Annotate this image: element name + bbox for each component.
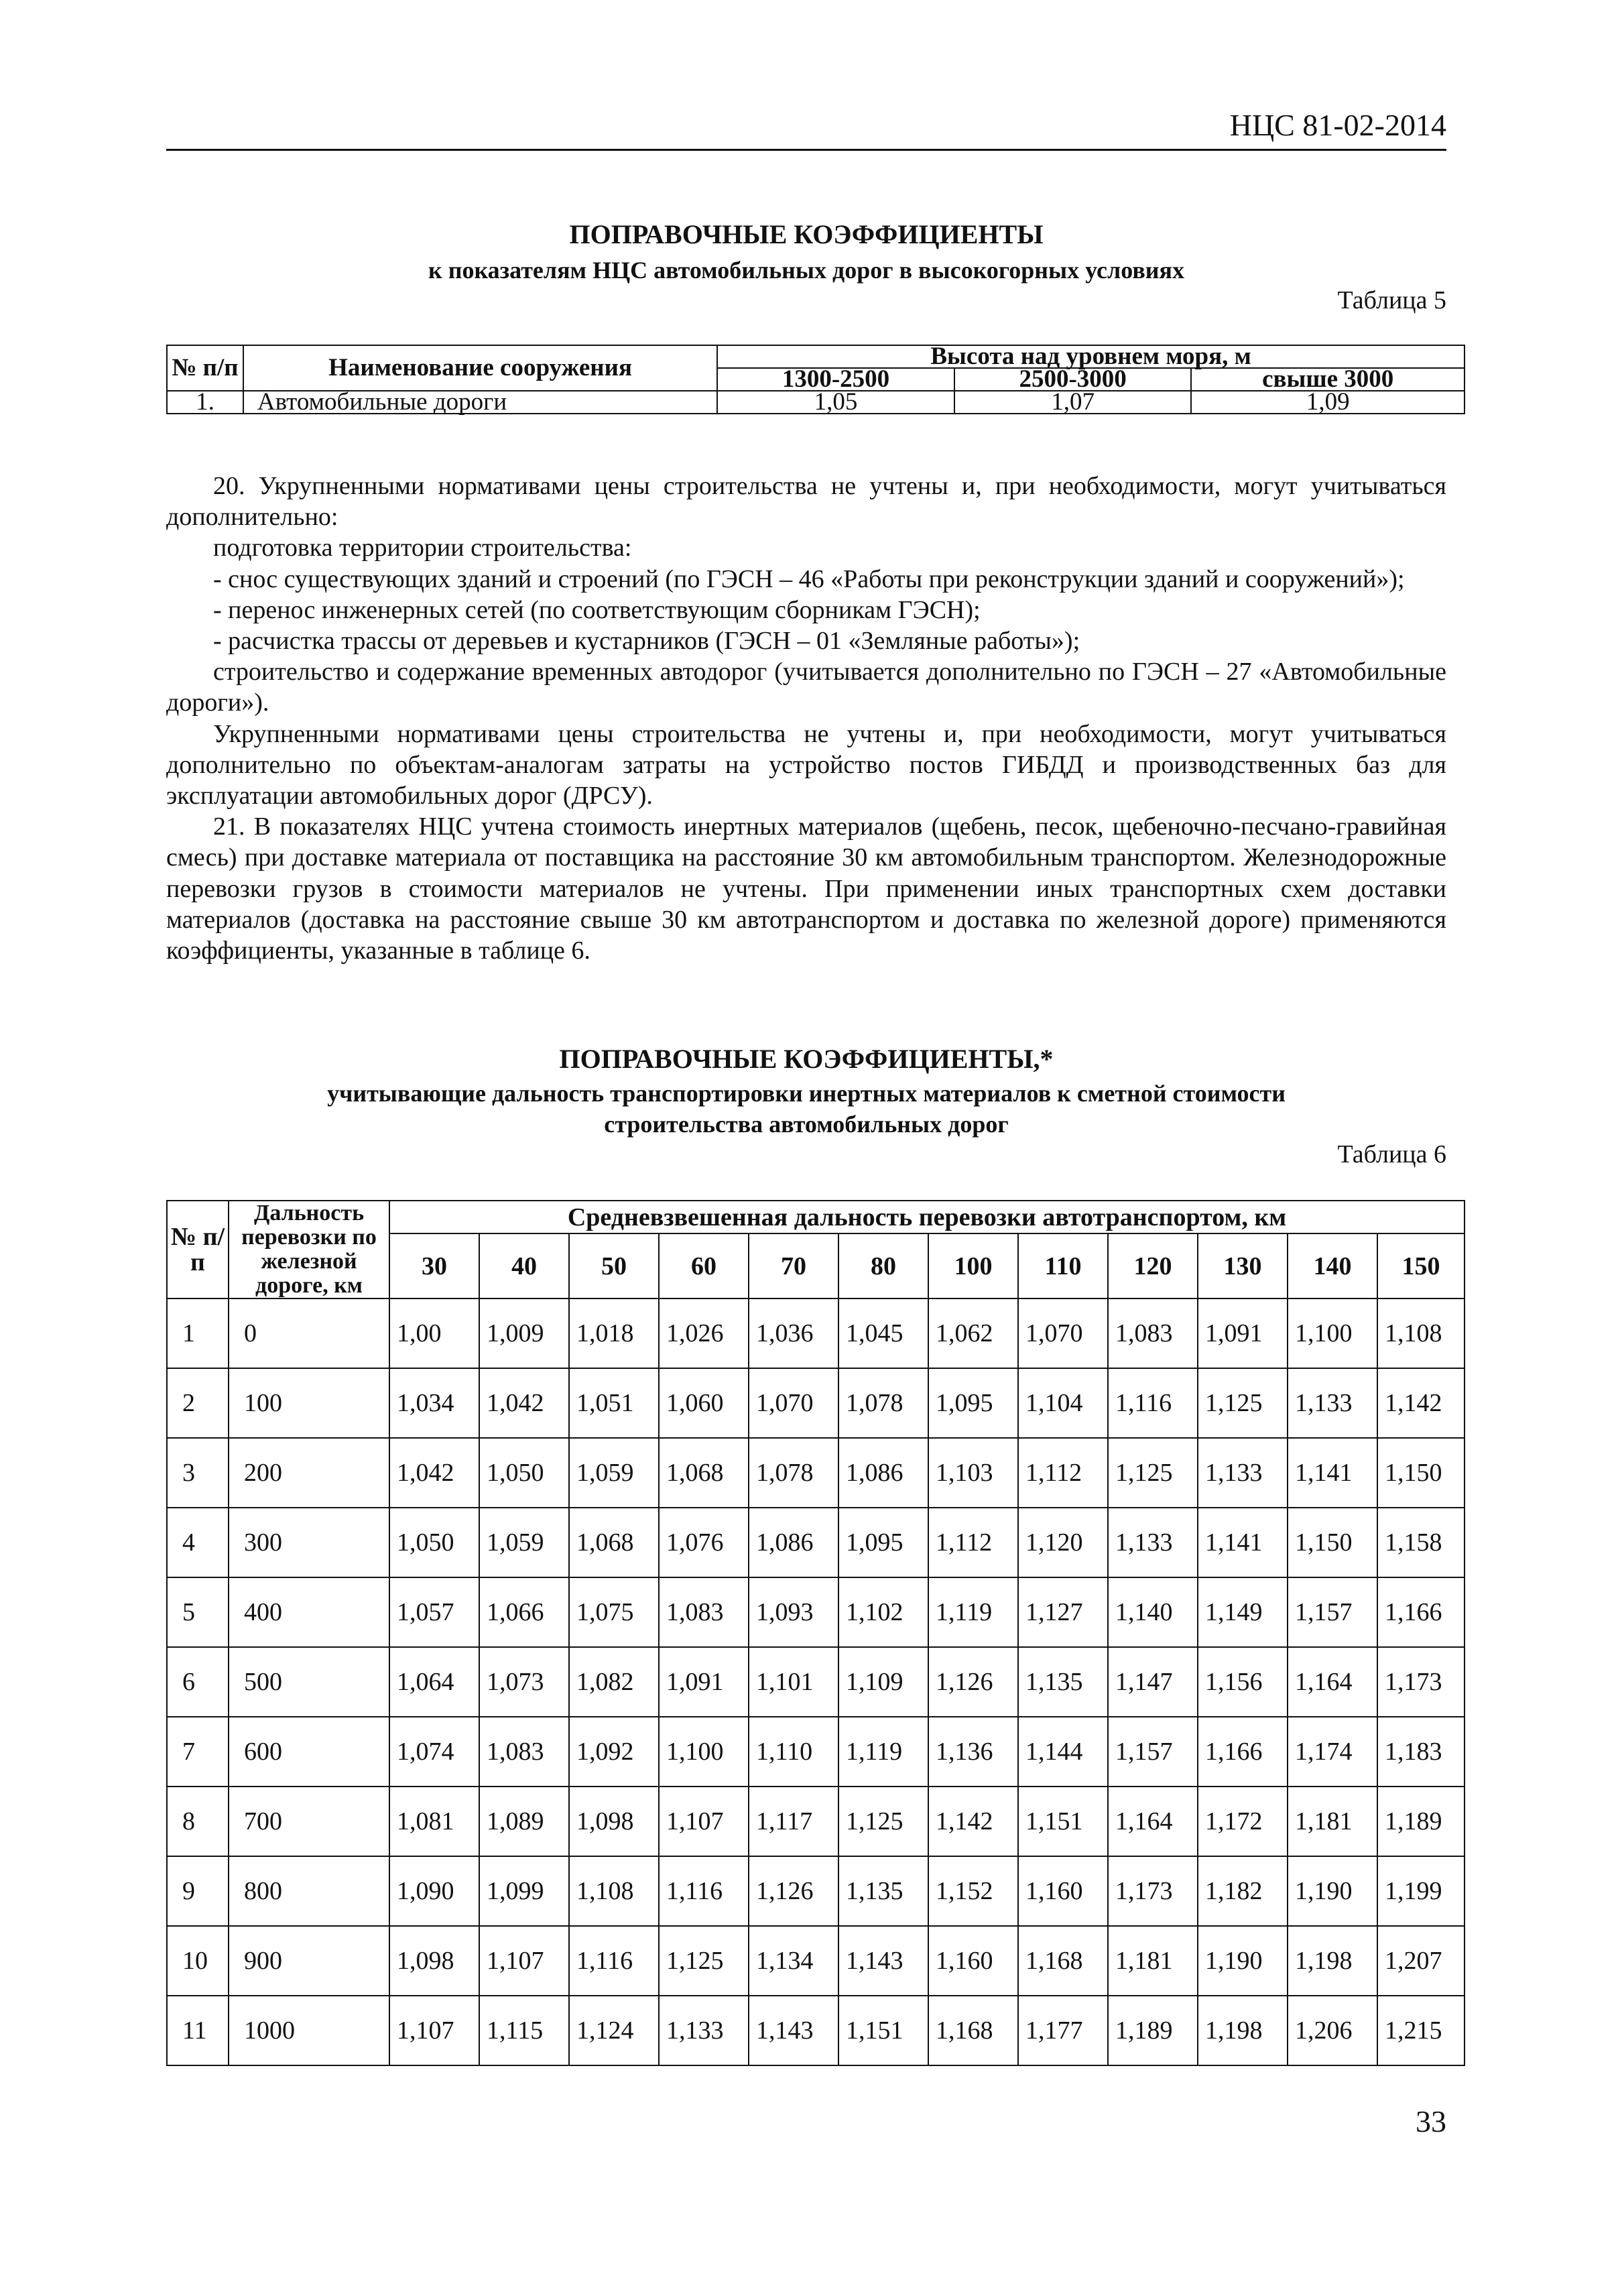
t6-cell-value: 1,173 bbox=[1108, 1856, 1198, 1926]
t5-cell-value: 1,05 bbox=[717, 391, 954, 414]
t6-cell-rail: 600 bbox=[229, 1717, 389, 1787]
t6-row bbox=[167, 1647, 1464, 1717]
t6-cell-value: 1,100 bbox=[659, 1717, 749, 1787]
t6-col-header: 100 bbox=[928, 1233, 1018, 1298]
t6-cell-value: 1,190 bbox=[1198, 1926, 1288, 1996]
t6-cell-value: 1,066 bbox=[479, 1577, 569, 1647]
t6-cell-value: 1,158 bbox=[1377, 1508, 1464, 1577]
t6-col-header: 110 bbox=[1018, 1233, 1108, 1298]
t6-cell-value: 1,206 bbox=[1288, 1996, 1377, 2065]
t6-cell-num: 8 bbox=[167, 1787, 229, 1856]
t6-cell-value: 1,173 bbox=[1377, 1647, 1464, 1717]
t6-cell-value: 1,059 bbox=[479, 1508, 569, 1577]
t6-cell-value: 1,051 bbox=[569, 1368, 659, 1438]
t6-cell-value: 1,101 bbox=[749, 1647, 838, 1717]
t6-cell-value: 1,083 bbox=[659, 1577, 749, 1647]
t6-cell-value: 1,045 bbox=[838, 1298, 928, 1368]
t6-cell-value: 1,073 bbox=[479, 1647, 569, 1717]
paragraph-20: 20. Укрупненными нормативами цены строительства не учтены и, при необходимости, могут учитываться дополнительно: bbox=[166, 472, 1446, 532]
t6-cell-value: 1,00 bbox=[389, 1298, 479, 1368]
t6-cell-value: 1,125 bbox=[659, 1926, 749, 1996]
t5-cell-value: 1,09 bbox=[1191, 391, 1464, 414]
t5-col-header: свыше 3000 bbox=[1191, 368, 1464, 391]
t6-cell-value: 1,198 bbox=[1198, 1996, 1288, 2065]
t6-cell-value: 1,157 bbox=[1288, 1577, 1377, 1647]
t6-cell-value: 1,042 bbox=[389, 1438, 479, 1508]
t6-cell-value: 1,133 bbox=[1198, 1438, 1288, 1508]
t6-cell-value: 1,050 bbox=[479, 1438, 569, 1508]
t6-col-header: 60 bbox=[659, 1233, 749, 1298]
t6-cell-value: 1,120 bbox=[1018, 1508, 1108, 1577]
t6-cell-value: 1,095 bbox=[838, 1508, 928, 1577]
t6-cell-value: 1,070 bbox=[1018, 1298, 1108, 1368]
table5-label: Таблица 5 bbox=[1337, 286, 1446, 314]
t6-cell-num: 6 bbox=[167, 1647, 229, 1717]
t6-row bbox=[167, 1926, 1464, 1996]
t6-cell-value: 1,018 bbox=[569, 1298, 659, 1368]
t6-cell-value: 1,164 bbox=[1108, 1787, 1198, 1856]
t6-cell-value: 1,108 bbox=[569, 1856, 659, 1926]
t6-cell-value: 1,143 bbox=[838, 1926, 928, 1996]
t6-cell-num: 7 bbox=[167, 1717, 229, 1787]
t6-cell-value: 1,078 bbox=[749, 1438, 838, 1508]
t6-cell-value: 1,091 bbox=[1198, 1298, 1288, 1368]
t6-cell-value: 1,107 bbox=[659, 1787, 749, 1856]
t6-cell-value: 1,050 bbox=[389, 1508, 479, 1577]
t6-cell-value: 1,142 bbox=[928, 1787, 1018, 1856]
t6-cell-value: 1,182 bbox=[1198, 1856, 1288, 1926]
t6-cell-value: 1,110 bbox=[749, 1717, 838, 1787]
t6-cell-rail: 500 bbox=[229, 1647, 389, 1717]
t6-cell-value: 1,093 bbox=[749, 1577, 838, 1647]
t6-cell-value: 1,083 bbox=[1108, 1298, 1198, 1368]
t6-cell-value: 1,099 bbox=[479, 1856, 569, 1926]
t6-cell-num: 2 bbox=[167, 1368, 229, 1438]
t6-cell-value: 1,136 bbox=[928, 1717, 1018, 1787]
t6-cell-value: 1,133 bbox=[1108, 1508, 1198, 1577]
t5-header-num: № п/п bbox=[167, 345, 243, 391]
t6-col-header: 50 bbox=[569, 1233, 659, 1298]
t6-cell-value: 1,119 bbox=[838, 1717, 928, 1787]
t6-cell-rail: 700 bbox=[229, 1787, 389, 1856]
t6-cell-num: 9 bbox=[167, 1856, 229, 1926]
t6-cell-value: 1,215 bbox=[1377, 1996, 1464, 2065]
list-item-2: - перенос инженерных сетей (по соответствующим сборникам ГЭСН); bbox=[213, 595, 981, 624]
t6-cell-value: 1,166 bbox=[1377, 1577, 1464, 1647]
t6-col-header: 130 bbox=[1198, 1233, 1288, 1298]
t6-cell-value: 1,168 bbox=[928, 1996, 1018, 2065]
paragraph-prep: подготовка территории строительства: bbox=[213, 534, 632, 562]
t6-row bbox=[167, 1996, 1464, 2065]
section2-title: ПОПРАВОЧНЫЕ КОЭФФИЦИЕНТЫ,* bbox=[559, 1044, 1054, 1074]
t6-cell-value: 1,068 bbox=[569, 1508, 659, 1577]
t6-cell-value: 1,190 bbox=[1288, 1856, 1377, 1926]
t6-header-rail: Дальность перевозки по железной дороге, км bbox=[229, 1201, 389, 1298]
t6-cell-rail: 1000 bbox=[229, 1996, 389, 2065]
t6-cell-value: 1,089 bbox=[479, 1787, 569, 1856]
t6-cell-rail: 200 bbox=[229, 1438, 389, 1508]
table-5 bbox=[166, 345, 1465, 414]
t6-cell-value: 1,100 bbox=[1288, 1298, 1377, 1368]
t6-cell-num: 3 bbox=[167, 1438, 229, 1508]
t6-cell-value: 1,034 bbox=[389, 1368, 479, 1438]
document-code: НЦС 81-02-2014 bbox=[1229, 108, 1446, 142]
t6-cell-value: 1,062 bbox=[928, 1298, 1018, 1368]
t6-cell-value: 1,068 bbox=[659, 1438, 749, 1508]
t6-cell-value: 1,092 bbox=[569, 1717, 659, 1787]
t6-cell-value: 1,125 bbox=[838, 1787, 928, 1856]
t6-cell-value: 1,083 bbox=[479, 1717, 569, 1787]
t6-cell-value: 1,095 bbox=[928, 1368, 1018, 1438]
t6-col-header: 30 bbox=[389, 1233, 479, 1298]
section1-subtitle: к показателям НЦС автомобильных дорог в высокогорных условиях bbox=[428, 257, 1184, 284]
t6-cell-value: 1,172 bbox=[1198, 1787, 1288, 1856]
t6-cell-value: 1,125 bbox=[1108, 1438, 1198, 1508]
t6-cell-rail: 800 bbox=[229, 1856, 389, 1926]
t6-cell-value: 1,116 bbox=[569, 1926, 659, 1996]
t6-cell-value: 1,090 bbox=[389, 1856, 479, 1926]
t6-cell-value: 1,104 bbox=[1018, 1368, 1108, 1438]
t6-cell-value: 1,133 bbox=[1288, 1368, 1377, 1438]
t6-cell-value: 1,133 bbox=[659, 1996, 749, 2065]
table6-label: Таблица 6 bbox=[1337, 1140, 1446, 1168]
t6-cell-value: 1,107 bbox=[479, 1926, 569, 1996]
t6-cell-rail: 100 bbox=[229, 1368, 389, 1438]
t6-cell-value: 1,112 bbox=[1018, 1438, 1108, 1508]
t6-cell-value: 1,150 bbox=[1288, 1508, 1377, 1577]
t6-cell-value: 1,107 bbox=[389, 1996, 479, 2065]
t6-cell-value: 1,189 bbox=[1377, 1787, 1464, 1856]
t6-cell-value: 1,166 bbox=[1198, 1717, 1288, 1787]
t6-cell-value: 1,102 bbox=[838, 1577, 928, 1647]
section2-subtitle-1: учитывающие дальность транспортировки инертных материалов к сметной стоимости bbox=[327, 1080, 1286, 1107]
t6-cell-value: 1,103 bbox=[928, 1438, 1018, 1508]
t6-cell-value: 1,126 bbox=[749, 1856, 838, 1926]
t6-cell-value: 1,091 bbox=[659, 1647, 749, 1717]
t6-cell-value: 1,140 bbox=[1108, 1577, 1198, 1647]
t6-cell-num: 10 bbox=[167, 1926, 229, 1996]
t6-cell-value: 1,059 bbox=[569, 1438, 659, 1508]
t6-cell-value: 1,207 bbox=[1377, 1926, 1464, 1996]
t6-header-auto: Средневзвешенная дальность перевозки автотранспортом, км bbox=[389, 1201, 1464, 1233]
t5-col-header: 1300-2500 bbox=[717, 368, 954, 391]
t6-cell-value: 1,198 bbox=[1288, 1926, 1377, 1996]
t6-cell-value: 1,143 bbox=[749, 1996, 838, 2065]
page-number: 33 bbox=[1416, 2104, 1446, 2138]
t6-cell-value: 1,081 bbox=[389, 1787, 479, 1856]
t6-row bbox=[167, 1438, 1464, 1508]
t6-cell-value: 1,086 bbox=[838, 1438, 928, 1508]
t6-cell-value: 1,135 bbox=[838, 1856, 928, 1926]
t6-cell-value: 1,076 bbox=[659, 1508, 749, 1577]
t6-cell-value: 1,009 bbox=[479, 1298, 569, 1368]
t6-cell-value: 1,109 bbox=[838, 1647, 928, 1717]
t6-cell-value: 1,082 bbox=[569, 1647, 659, 1717]
t6-cell-value: 1,177 bbox=[1018, 1996, 1108, 2065]
t5-header-name: Наименование сооружения bbox=[243, 345, 717, 391]
t6-cell-value: 1,119 bbox=[928, 1577, 1018, 1647]
t6-cell-value: 1,149 bbox=[1198, 1577, 1288, 1647]
t6-col-header: 120 bbox=[1108, 1233, 1198, 1298]
t6-col-header: 40 bbox=[479, 1233, 569, 1298]
t6-cell-value: 1,181 bbox=[1288, 1787, 1377, 1856]
t6-cell-value: 1,199 bbox=[1377, 1856, 1464, 1926]
t6-row bbox=[167, 1298, 1464, 1368]
t6-header-num: № п/п bbox=[167, 1201, 229, 1298]
t6-cell-value: 1,042 bbox=[479, 1368, 569, 1438]
t6-cell-num: 11 bbox=[167, 1996, 229, 2065]
t5-row bbox=[167, 391, 1464, 414]
t6-cell-value: 1,127 bbox=[1018, 1577, 1108, 1647]
t6-row bbox=[167, 1577, 1464, 1647]
t6-cell-value: 1,160 bbox=[1018, 1856, 1108, 1926]
body-paragraphs bbox=[166, 471, 1446, 966]
t6-cell-value: 1,036 bbox=[749, 1298, 838, 1368]
t6-cell-value: 1,112 bbox=[928, 1508, 1018, 1577]
t6-cell-value: 1,124 bbox=[569, 1996, 659, 2065]
t5-col-header: 2500-3000 bbox=[954, 368, 1192, 391]
t6-cell-value: 1,183 bbox=[1377, 1717, 1464, 1787]
t6-cell-value: 1,064 bbox=[389, 1647, 479, 1717]
t5-cell-value: 1,07 bbox=[954, 391, 1192, 414]
t6-row bbox=[167, 1787, 1464, 1856]
t6-cell-value: 1,075 bbox=[569, 1577, 659, 1647]
t6-cell-value: 1,174 bbox=[1288, 1717, 1377, 1787]
t6-cell-rail: 400 bbox=[229, 1577, 389, 1647]
t6-cell-value: 1,150 bbox=[1377, 1438, 1464, 1508]
t6-cell-value: 1,086 bbox=[749, 1508, 838, 1577]
t6-cell-rail: 900 bbox=[229, 1926, 389, 1996]
t6-col-header: 140 bbox=[1288, 1233, 1377, 1298]
t6-cell-value: 1,116 bbox=[1108, 1368, 1198, 1438]
list-item-3: - расчистка трассы от деревьев и кустарников (ГЭСН – 01 «Земляные работы»); bbox=[213, 627, 1080, 656]
t6-cell-value: 1,125 bbox=[1198, 1368, 1288, 1438]
t6-col-header: 70 bbox=[749, 1233, 838, 1298]
t6-cell-value: 1,026 bbox=[659, 1298, 749, 1368]
t6-cell-value: 1,157 bbox=[1108, 1717, 1198, 1787]
t5-cell-num: 1. bbox=[167, 391, 243, 414]
t6-col-header: 150 bbox=[1377, 1233, 1464, 1298]
paragraph-extra: Укрупненными нормативами цены строительства не учтены и, при необходимости, могут учитываться дополнительно по объектам-аналогам затраты на устройство постов ГИБДД и производственных баз для эксплуатации автомобильных дорог (ДРСУ). bbox=[166, 719, 1446, 810]
t6-cell-num: 5 bbox=[167, 1577, 229, 1647]
t6-cell-value: 1,189 bbox=[1108, 1996, 1198, 2065]
t6-cell-value: 1,074 bbox=[389, 1717, 479, 1787]
t6-cell-num: 1 bbox=[167, 1298, 229, 1368]
t6-row bbox=[167, 1508, 1464, 1577]
paragraph-temp-roads: строительство и содержание временных автодорог (учитывается дополнительно по ГЭСН – 27 «Автомобильные дороги»). bbox=[166, 658, 1446, 717]
paragraph-21: 21. В показателях НЦС учтена стоимость инертных материалов (щебень, песок, щебеночно-песчано-гравийная смесь) при доставке материала от поставщика на расстояние 30 км автомобильным транспортом. Железнодорожные перевозки грузов в стоимости материалов не учтены. При применении иных транспортных схем доставки материалов (доставка на расстояние свыше 30 км автотранспортом и доставка по железной дороге) применяются коэффициенты, указанные в таблице 6. bbox=[166, 812, 1446, 965]
t5-header-height: Высота над уровнем моря, м bbox=[717, 345, 1464, 368]
t6-cell-value: 1,134 bbox=[749, 1926, 838, 1996]
t5-cell-name: Автомобильные дороги bbox=[243, 391, 717, 414]
header-rule bbox=[166, 149, 1446, 151]
t6-cell-value: 1,156 bbox=[1198, 1647, 1288, 1717]
t6-cell-value: 1,070 bbox=[749, 1368, 838, 1438]
t6-cell-value: 1,164 bbox=[1288, 1647, 1377, 1717]
t6-cell-value: 1,060 bbox=[659, 1368, 749, 1438]
section2-subtitle-2: строительства автомобильных дорог bbox=[604, 1111, 1009, 1138]
t6-cell-value: 1,135 bbox=[1018, 1647, 1108, 1717]
t6-cell-rail: 300 bbox=[229, 1508, 389, 1577]
t6-cell-num: 4 bbox=[167, 1508, 229, 1577]
t6-cell-value: 1,168 bbox=[1018, 1926, 1108, 1996]
t6-cell-value: 1,141 bbox=[1288, 1438, 1377, 1508]
t6-cell-value: 1,057 bbox=[389, 1577, 479, 1647]
t6-cell-value: 1,141 bbox=[1198, 1508, 1288, 1577]
t6-cell-value: 1,116 bbox=[659, 1856, 749, 1926]
t6-cell-value: 1,151 bbox=[1018, 1787, 1108, 1856]
t6-cell-value: 1,147 bbox=[1108, 1647, 1198, 1717]
t6-cell-value: 1,181 bbox=[1108, 1926, 1198, 1996]
table-6 bbox=[166, 1200, 1465, 2066]
t6-cell-value: 1,078 bbox=[838, 1368, 928, 1438]
t6-col-header: 80 bbox=[838, 1233, 928, 1298]
t6-cell-value: 1,098 bbox=[569, 1787, 659, 1856]
t6-cell-value: 1,151 bbox=[838, 1996, 928, 2065]
t6-cell-value: 1,152 bbox=[928, 1856, 1018, 1926]
t6-cell-value: 1,126 bbox=[928, 1647, 1018, 1717]
t6-row bbox=[167, 1717, 1464, 1787]
section1-title: ПОПРАВОЧНЫЕ КОЭФФИЦИЕНТЫ bbox=[569, 219, 1044, 249]
t6-cell-rail: 0 bbox=[229, 1298, 389, 1368]
t6-cell-value: 1,142 bbox=[1377, 1368, 1464, 1438]
t6-row bbox=[167, 1856, 1464, 1926]
t6-cell-value: 1,160 bbox=[928, 1926, 1018, 1996]
t6-cell-value: 1,144 bbox=[1018, 1717, 1108, 1787]
t6-row bbox=[167, 1368, 1464, 1438]
t6-cell-value: 1,117 bbox=[749, 1787, 838, 1856]
list-item-1: - снос существующих зданий и строений (по ГЭСН – 46 «Работы при реконструкции зданий и сооружений»); bbox=[213, 564, 1405, 593]
t6-cell-value: 1,108 bbox=[1377, 1298, 1464, 1368]
t6-cell-value: 1,098 bbox=[389, 1926, 479, 1996]
t6-cell-value: 1,115 bbox=[479, 1996, 569, 2065]
